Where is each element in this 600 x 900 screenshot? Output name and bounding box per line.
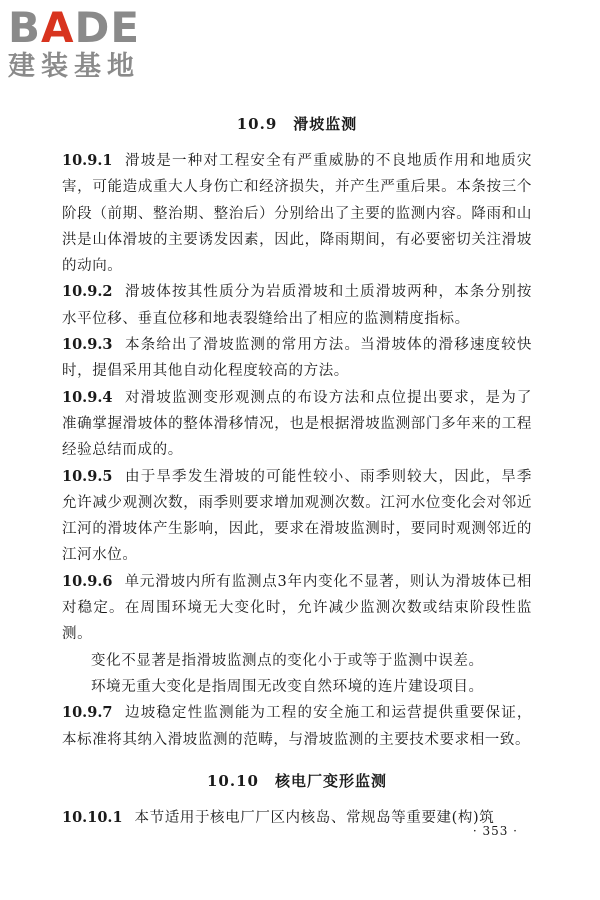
logo-wordmark xyxy=(8,3,176,52)
clause-number: 10.9.3 xyxy=(62,336,113,354)
clause-10-9-4 xyxy=(62,385,532,464)
clause-10-9-2 xyxy=(62,279,532,332)
logo-letter-b: B xyxy=(8,3,42,52)
clause-number: 10.9.7 xyxy=(62,704,113,722)
indented-note-2: 环境无重大变化是指周围无改变自然环境的连片建设项目。 xyxy=(91,678,484,695)
page-number: · 353 · xyxy=(472,824,518,838)
section-number: 10.9 xyxy=(236,115,278,133)
clause-text: 单元滑坡内所有监测点3年内变化不显著，则认为滑坡体已相对稳定。在周围环境无大变化时，允许减少监测次数或结束阶段性监测。 xyxy=(62,573,532,643)
clause-text: 滑坡体按其性质分为岩质滑坡和土质滑坡两种，本条分别按水平位移、垂直位移和地表裂缝给出了相应的监测精度指标。 xyxy=(62,284,532,327)
logo xyxy=(8,3,176,88)
clause-text: 滑坡是一种对工程安全有严重威胁的不良地质作用和地质灾害，可能造成重大人身伤亡和经济损失，并产生严重后果。本条按三个阶段（前期、整治期、整治后）分别给出了主要的监测内容。降雨和山洪是山体滑坡的主要诱发因素，因此，降雨期间，有必要密切关注滑坡的动向。 xyxy=(62,153,532,275)
clause-10-9-1 xyxy=(62,148,532,279)
section-title-text: 核电厂变形监测 xyxy=(274,771,387,790)
section-heading-10-10 xyxy=(62,767,532,795)
section-heading-10-9 xyxy=(62,110,532,138)
logo-letter-a: A xyxy=(41,3,75,52)
clause-text: 本条给出了滑坡监测的常用方法。当滑坡体的滑移速度较快时，提倡采用其他自动化程度较高的方法。 xyxy=(62,337,532,380)
section-number: 10.10 xyxy=(207,771,259,790)
clause-text: 由于旱季发生滑坡的可能性较小、雨季则较大，因此，旱季允许减少观测次数，雨季则要求增加观测次数。江河水位变化会对邻近江河的滑坡体产生影响，因此，要求在滑坡监测时，要同时观测邻近的江河水位。 xyxy=(62,468,532,564)
clause-text: 本节适用于核电厂厂区内核岛、常规岛等重要建(构)筑 xyxy=(134,809,495,826)
document-body xyxy=(62,110,532,831)
clause-number: 10.10.1 xyxy=(62,808,123,826)
clause-number: 10.9.1 xyxy=(62,152,113,169)
logo-subtitle: 建装基地 xyxy=(8,51,140,82)
clause-number: 10.9.6 xyxy=(62,572,113,590)
clause-10-9-7 xyxy=(62,700,532,753)
clause-text: 边坡稳定性监测能为工程的安全施工和运营提供重要保证，本标准将其纳入滑坡监测的范畴，与滑坡监测的主要技术要求相一致。 xyxy=(62,705,532,748)
clause-10-9-5 xyxy=(62,464,532,569)
clause-10-9-6 xyxy=(62,569,532,648)
clause-number: 10.9.4 xyxy=(62,388,113,406)
clause-number: 10.9.5 xyxy=(62,467,113,485)
clause-10-10-1 xyxy=(62,805,532,831)
logo-letters-de: DE xyxy=(74,3,141,52)
clause-text: 对滑坡监测变形观测点的布设方法和点位提出要求，是为了准确掌握滑坡体的整体滑移情况，也是根据滑坡监测部门多年来的工程经验总结而成的。 xyxy=(62,389,532,459)
section-title-text: 滑坡监测 xyxy=(293,115,358,133)
clause-10-9-3 xyxy=(62,332,532,385)
indented-note-1: 变化不显著是指滑坡监测点的变化小于或等于监测中误差。 xyxy=(91,652,484,669)
clause-number: 10.9.2 xyxy=(62,283,113,301)
